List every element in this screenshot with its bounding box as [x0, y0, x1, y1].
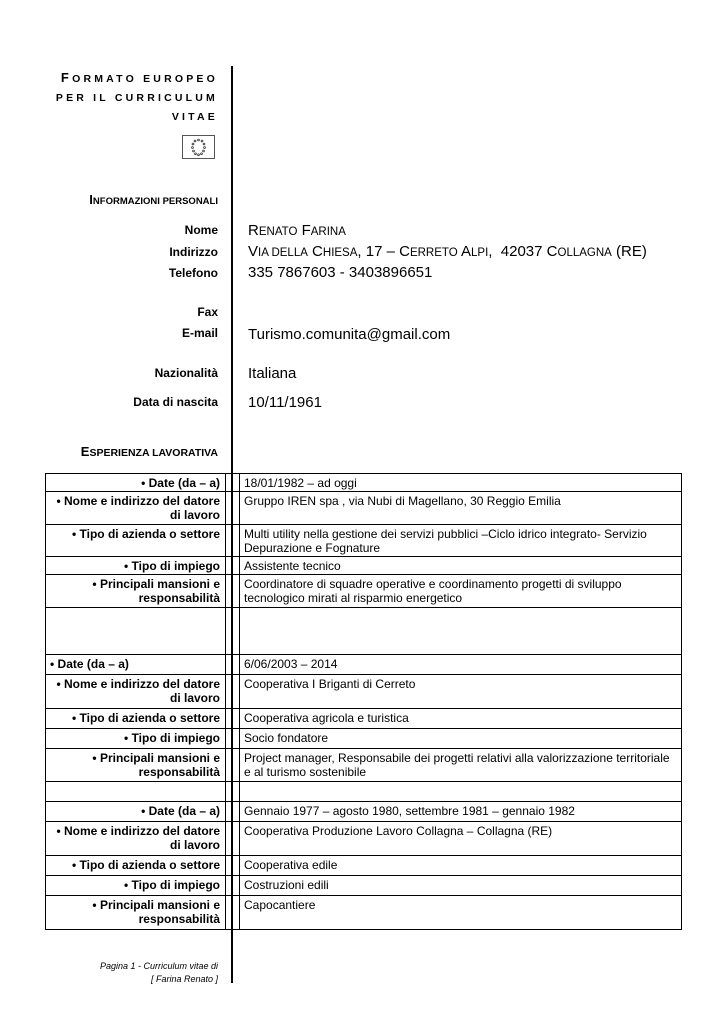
- row-value: Assistente tecnico: [240, 557, 682, 575]
- row-label: • Tipo di azienda o settore: [46, 709, 226, 729]
- table-row: [46, 525, 682, 557]
- table-row: [46, 492, 682, 525]
- row-label: • Principali mansioni e responsabilità: [46, 896, 226, 930]
- row-value: Cooperativa Produzione Lavoro Collagna – Collagna (RE): [240, 822, 682, 856]
- row-label: • Tipo di impiego: [46, 876, 226, 896]
- table-row: [46, 802, 682, 822]
- label-telefono: Telefono: [168, 266, 218, 280]
- row-value: 18/01/1982 – ad oggi: [240, 474, 682, 492]
- label-fax: Fax: [197, 305, 218, 319]
- row-value: Capocantiere: [240, 896, 682, 930]
- cv-title-line-3: VITAE: [171, 111, 218, 123]
- row-label: • Tipo di azienda o settore: [46, 525, 226, 557]
- table-row: [46, 822, 682, 856]
- row-value: Cooperativa agricola e turistica: [240, 709, 682, 729]
- table-row: [46, 896, 682, 930]
- value-nome: RENATO FARINA: [248, 222, 346, 239]
- row-label: • Tipo di impiego: [46, 729, 226, 749]
- label-email: E-mail: [181, 326, 218, 340]
- row-label: • Principali mansioni e responsabilità: [46, 575, 226, 608]
- row-label: • Nome e indirizzo del datore di lavoro: [46, 822, 226, 856]
- cv-title-line-2: PER IL CURRICULUM: [55, 92, 218, 104]
- table-row: [46, 608, 682, 655]
- row-label: • Date (da – a): [46, 655, 226, 675]
- row-label: [46, 608, 226, 655]
- table-row: [46, 709, 682, 729]
- row-label: • Nome e indirizzo del datore di lavoro: [46, 675, 226, 709]
- cv-title: [56, 68, 218, 127]
- value-indirizzo: VIA DELLA CHIESA, 17 – CERRETO ALPI, 42037 COLLAGNA (RE): [248, 243, 647, 260]
- row-value: [240, 608, 682, 655]
- row-value: Socio fondatore: [240, 729, 682, 749]
- row-value: Cooperativa I Briganti di Cerreto: [240, 675, 682, 709]
- cv-title-line-1: FORMATO EUROPEO: [60, 70, 218, 85]
- row-value: Coordinatore di squadre operative e coordinamento progetti di sviluppo tecnologico mirati al risparmio energetico: [240, 575, 682, 608]
- row-label: • Tipo di impiego: [46, 557, 226, 575]
- row-label: [46, 782, 226, 802]
- row-value: Multi utility nella gestione dei servizi pubblici –Ciclo idrico integrato- Servizio Depurazione e Fognature: [240, 525, 682, 557]
- row-label: • Nome e indirizzo del datore di lavoro: [46, 492, 226, 525]
- row-label: • Tipo di azienda o settore: [46, 856, 226, 876]
- row-value: [240, 782, 682, 802]
- label-indirizzo: Indirizzo: [169, 245, 218, 259]
- table-row: [46, 575, 682, 608]
- table-row: [46, 876, 682, 896]
- row-label: • Date (da – a): [46, 802, 226, 822]
- row-value: Gruppo IREN spa , via Nubi di Magellano, 30 Reggio Emilia: [240, 492, 682, 525]
- experience-heading: ESPERIENZA LAVORATIVA: [80, 444, 218, 459]
- table-row: [46, 675, 682, 709]
- table-row: [46, 749, 682, 782]
- value-email: Turismo.comunita@gmail.com: [248, 326, 451, 343]
- label-data-nascita: Data di nascita: [133, 395, 218, 409]
- table-row: [46, 557, 682, 575]
- experience-table: [45, 473, 682, 930]
- footer-line-2: [ Farina Renato ]: [150, 974, 218, 984]
- table-row: [46, 474, 682, 492]
- row-label: • Date (da – a): [46, 474, 226, 492]
- table-row: [46, 729, 682, 749]
- row-value: Costruzioni edili: [240, 876, 682, 896]
- personal-info-heading: INFORMAZIONI PERSONALI: [89, 192, 218, 207]
- table-row: [46, 856, 682, 876]
- page-footer: [100, 960, 218, 986]
- row-value: Project manager, Responsabile dei progetti relativi alla valorizzazione territoriale e al turismo sostenibile: [240, 749, 682, 782]
- eu-flag-icon: [182, 135, 215, 159]
- row-value: Cooperativa edile: [240, 856, 682, 876]
- table-row: [46, 655, 682, 675]
- footer-line-1: Pagina 1 - Curriculum vitae di: [99, 961, 218, 971]
- value-data-nascita: 10/11/1961: [248, 394, 322, 411]
- value-nazionalita: Italiana: [248, 365, 297, 382]
- row-label: • Principali mansioni e responsabilità: [46, 749, 226, 782]
- row-value: 6/06/2003 – 2014: [240, 655, 682, 675]
- table-row: [46, 782, 682, 802]
- row-value: Gennaio 1977 – agosto 1980, settembre 1981 – gennaio 1982: [240, 802, 682, 822]
- label-nome: Nome: [184, 223, 218, 237]
- value-telefono: 335 7867603 - 3403896651: [248, 264, 433, 281]
- label-nazionalita: Nazionalità: [154, 366, 218, 380]
